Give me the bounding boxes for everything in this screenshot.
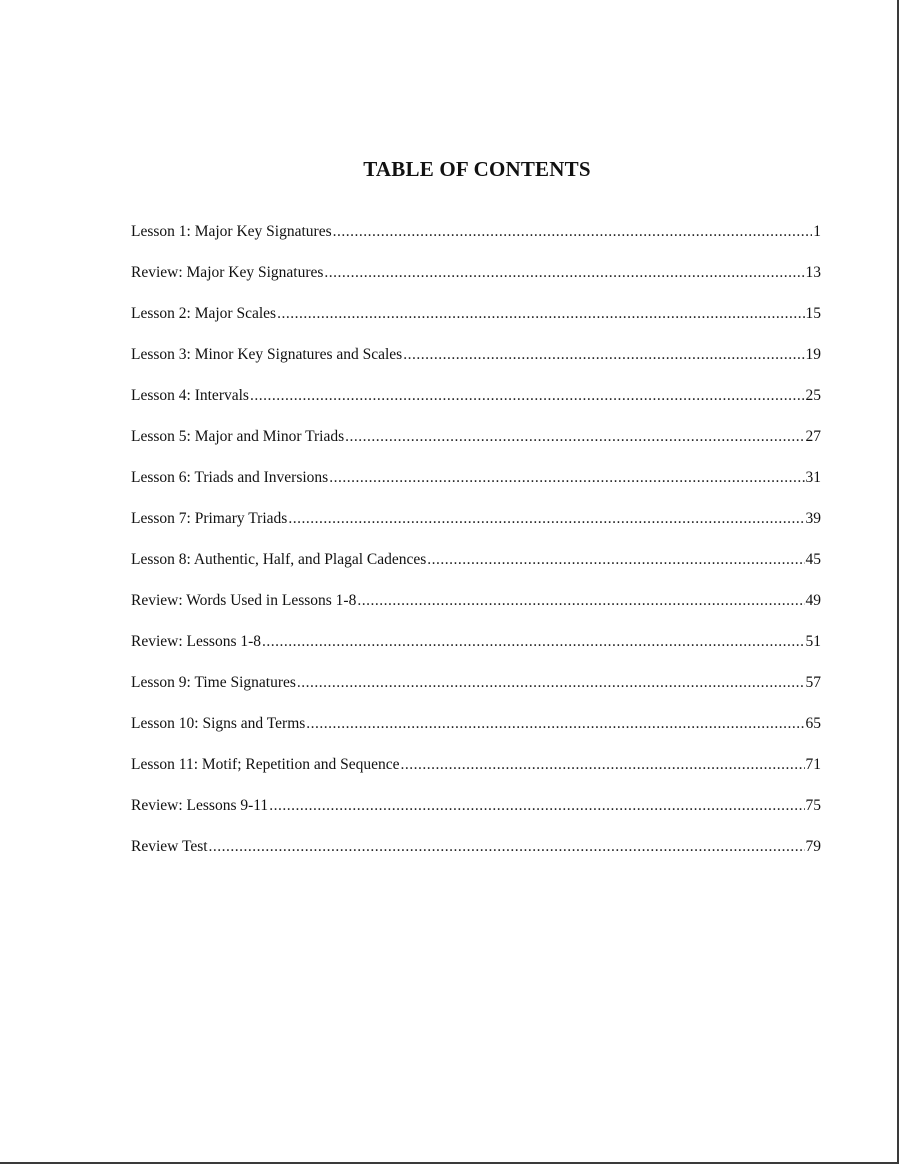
table-of-contents xyxy=(131,223,821,879)
toc-entry xyxy=(131,223,821,264)
toc-entry-title: Lesson 1: Major Key Signatures xyxy=(131,223,332,240)
toc-entry-title: Review Test xyxy=(131,838,208,855)
toc-entry-page: 79 xyxy=(805,838,821,855)
toc-entry-page: 65 xyxy=(805,715,821,732)
toc-entry-title: Lesson 10: Signs and Terms xyxy=(131,715,306,732)
toc-entry-page: 25 xyxy=(805,387,821,404)
dot-leader xyxy=(329,469,804,487)
dot-leader xyxy=(333,223,813,241)
toc-entry-title: Lesson 11: Motif; Repetition and Sequence xyxy=(131,756,400,773)
toc-entry-title: Review: Words Used in Lessons 1-8 xyxy=(131,592,357,609)
dot-leader xyxy=(209,838,805,856)
toc-entry xyxy=(131,633,821,674)
toc-entry-title: Lesson 2: Major Scales xyxy=(131,305,277,322)
toc-entry-title: Review: Lessons 9-11 xyxy=(131,797,269,814)
toc-entry-page: 19 xyxy=(805,346,821,363)
toc-entry-title: Review: Major Key Signatures xyxy=(131,264,324,281)
toc-entry-page: 31 xyxy=(805,469,821,486)
dot-leader xyxy=(400,756,804,774)
toc-entry-page: 15 xyxy=(805,305,821,322)
toc-entry xyxy=(131,346,821,387)
toc-entry xyxy=(131,756,821,797)
dot-leader xyxy=(288,510,804,528)
page-title: TABLE OF CONTENTS xyxy=(363,157,591,181)
toc-entry-title: Lesson 8: Authentic, Half, and Plagal Cadences xyxy=(131,551,427,568)
toc-entry-page: 51 xyxy=(805,633,821,650)
dot-leader xyxy=(277,305,804,323)
toc-entry-page: 49 xyxy=(805,592,821,609)
toc-entry-title: Review: Lessons 1-8 xyxy=(131,633,262,650)
toc-entry-title: Lesson 6: Triads and Inversions xyxy=(131,469,329,486)
toc-entry xyxy=(131,674,821,715)
toc-entry-title: Lesson 9: Time Signatures xyxy=(131,674,296,691)
toc-entry xyxy=(131,797,821,838)
toc-entry xyxy=(131,838,821,879)
dot-leader xyxy=(324,264,804,282)
toc-entry xyxy=(131,428,821,469)
toc-entry-page: 45 xyxy=(805,551,821,568)
dot-leader xyxy=(357,592,804,610)
toc-entry xyxy=(131,551,821,592)
toc-entry xyxy=(131,469,821,510)
toc-entry xyxy=(131,264,821,305)
dot-leader xyxy=(403,346,804,364)
toc-entry-page: 75 xyxy=(805,797,821,814)
toc-entry-page: 13 xyxy=(805,264,821,281)
toc-entry-page: 57 xyxy=(805,674,821,691)
dot-leader xyxy=(250,387,805,405)
toc-entry-page: 27 xyxy=(805,428,821,445)
toc-entry-page: 1 xyxy=(813,223,821,240)
toc-entry xyxy=(131,305,821,346)
dot-leader xyxy=(297,674,805,692)
dot-leader xyxy=(306,715,804,733)
toc-entry-title: Lesson 7: Primary Triads xyxy=(131,510,288,527)
dot-leader xyxy=(262,633,804,651)
toc-entry-title: Lesson 3: Minor Key Signatures and Scales xyxy=(131,346,403,363)
dot-leader xyxy=(345,428,804,446)
toc-entry-title: Lesson 5: Major and Minor Triads xyxy=(131,428,345,445)
toc-entry-page: 71 xyxy=(805,756,821,773)
toc-entry xyxy=(131,387,821,428)
toc-entry xyxy=(131,715,821,756)
toc-entry-page: 39 xyxy=(805,510,821,527)
dot-leader xyxy=(269,797,804,815)
toc-entry xyxy=(131,592,821,633)
dot-leader xyxy=(427,551,804,569)
toc-entry xyxy=(131,510,821,551)
toc-entry-title: Lesson 4: Intervals xyxy=(131,387,249,404)
